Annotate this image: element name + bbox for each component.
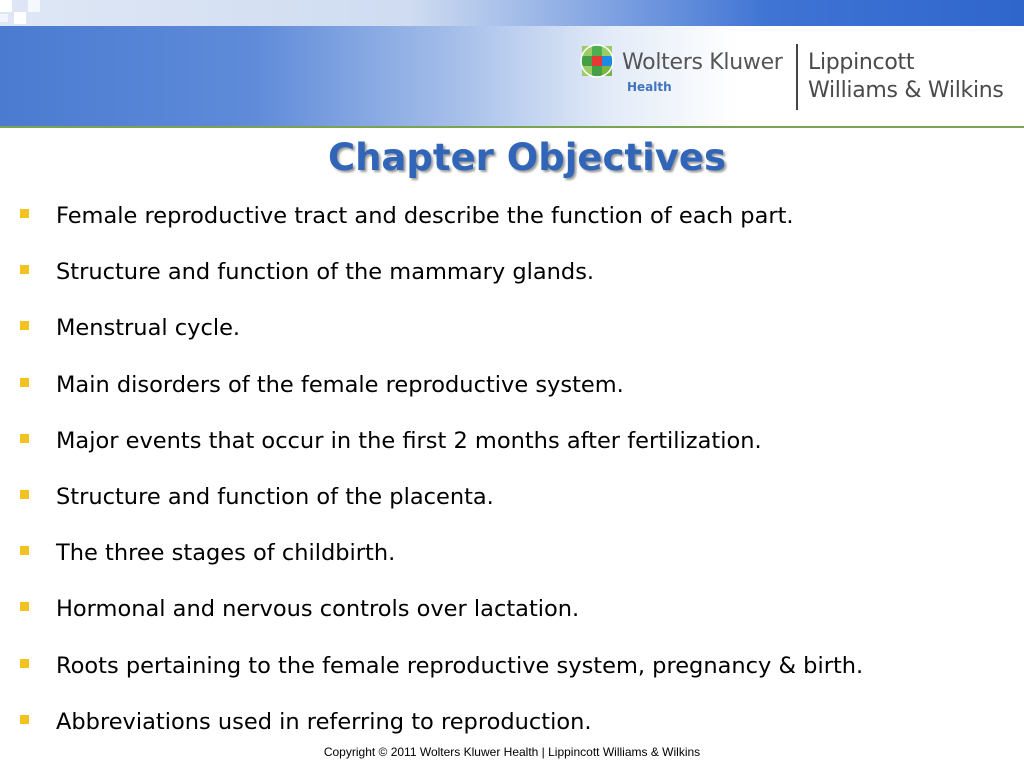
- bullet-square-icon: [20, 209, 29, 218]
- bullet-square-icon: [20, 715, 29, 724]
- logo-wolters-kluwer: Wolters Kluwer: [622, 50, 783, 75]
- list-item-text: Female reproductive tract and describe the function of each part.: [56, 203, 794, 229]
- header-rule: [0, 126, 1024, 128]
- decorative-square: [0, 0, 12, 12]
- decorative-square: [28, 0, 40, 12]
- bullet-square-icon: [20, 321, 29, 330]
- list-item-text: Major events that occur in the first 2 months after fertilization.: [56, 427, 762, 454]
- logo-williams-wilkins: Williams & Wilkins: [808, 78, 1004, 103]
- list-item-text: Hormonal and nervous controls over lactation.: [56, 596, 580, 623]
- page-title: Chapter Objectives: [327, 136, 727, 179]
- bullet-square-icon: [20, 490, 29, 499]
- logo-lippincott: Lippincott: [808, 50, 915, 75]
- list-item-text: The three stages of childbirth.: [56, 540, 396, 567]
- banner-top-strip: [0, 0, 1024, 26]
- list-item-text: Menstrual cycle.: [56, 315, 241, 342]
- list-item-text: Structure and function of the mammary glands.: [56, 259, 595, 286]
- list-item-text: Abbreviations used in referring to reproduction.: [56, 708, 592, 735]
- logo-health: Health: [627, 80, 672, 94]
- logo-divider: [796, 44, 798, 110]
- wolters-kluwer-checker-icon: [580, 44, 614, 78]
- bullet-square-icon: [20, 659, 29, 668]
- bullet-square-icon: [20, 378, 29, 387]
- list-item-text: Structure and function of the placenta.: [56, 483, 494, 510]
- list-item-text: Main disorders of the female reproductive system.: [56, 371, 624, 398]
- bullet-square-icon: [20, 434, 29, 443]
- bullet-square-icon: [20, 602, 29, 611]
- bullet-square-icon: [20, 265, 29, 274]
- decorative-square: [0, 14, 8, 22]
- bullet-square-icon: [20, 546, 29, 555]
- list-item-text: Roots pertaining to the female reproductive system, pregnancy & birth.: [56, 652, 864, 679]
- decorative-square: [14, 12, 26, 24]
- header-banner: [0, 0, 1024, 128]
- copyright-footer: Copyright © 2011 Wolters Kluwer Health | Lippincott Williams & Wilkins: [323, 745, 701, 759]
